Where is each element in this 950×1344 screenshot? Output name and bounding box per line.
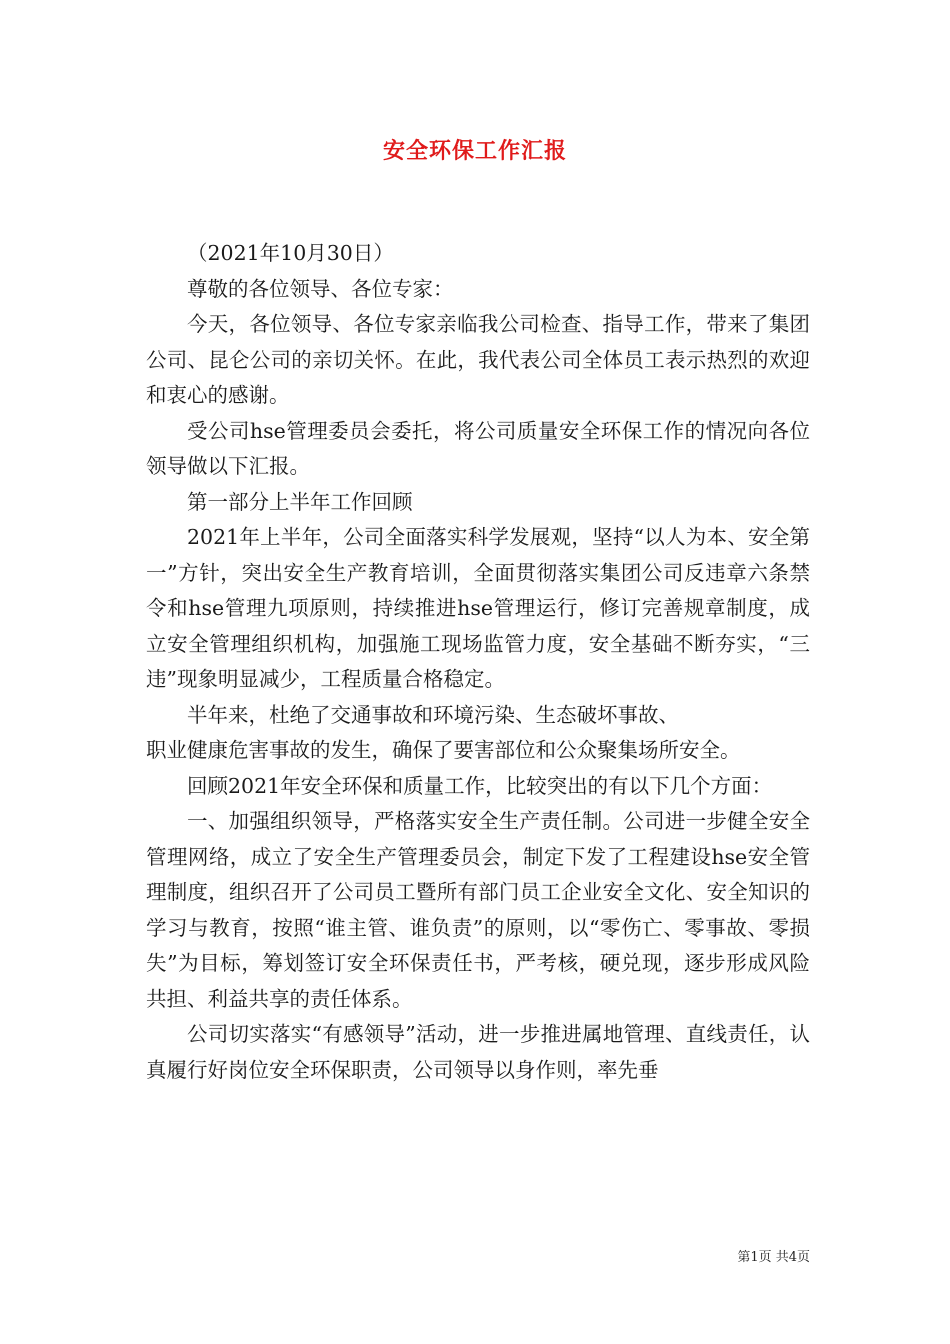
paragraph: 回顾2021年安全环保和质量工作，比较突出的有以下几个方面： — [187, 773, 773, 798]
paragraph: 半年来，杜绝了交通事故和环境污染、生态破坏事故、 — [187, 702, 679, 727]
paragraph: 今天，各位领导、各位专家亲临我公司检查、指导工作，带来了集团公司、昆仑公司的亲切关怀。在此，我代表公司全体员工表示热烈的欢迎和衷心的感谢。 — [146, 312, 810, 407]
document-body — [146, 236, 810, 1088]
section-heading: 第一部分上半年工作回顾 — [187, 489, 413, 514]
paragraph: 受公司hse管理委员会委托，将公司质量安全环保工作的情况向各位领导做以下汇报。 — [146, 418, 810, 478]
paragraph: 2021年上半年，公司全面落实科学发展观，坚持“以人为本、安全第一”方针，突出安全生产教育培训，全面贯彻落实集团公司反违章六条禁令和hse管理九项原则，持续推进hse管理运行，修订完善规章制度，成立安全管理组织机构，加强施工现场监管力度，安全基础不断夯实，“三违”现象明显减少，工程质量合格稳定。 — [146, 525, 810, 691]
date-line: （2021年10月30日） — [187, 241, 394, 265]
document-title: 安全环保工作汇报 — [382, 139, 567, 164]
paragraph: 公司切实落实“有感领导”活动，进一步推进属地管理、直线责任，认真履行好岗位安全环保职责，公司领导以身作则，率先垂 — [146, 1022, 810, 1082]
paragraph-continuation: 职业健康危害事故的发生，确保了要害部位和公众聚集场所安全。 — [146, 738, 741, 762]
salutation: 尊敬的各位领导、各位专家： — [187, 276, 454, 301]
page-number: 第1页 共4页 — [737, 1250, 810, 1265]
paragraph: 一、加强组织领导，严格落实安全生产责任制。公司进一步健全安全管理网络，成立了安全生产管理委员会，制定下发了工程建设hse安全管理制度，组织召开了公司员工暨所有部门员工企业安全文化、安全知识的学习与教育，按照“谁主管、谁负责”的原则，以“零伤亡、零事故、零损失”为目标，筹划签订安全环保责任书，严考核，硬兑现，逐步形成风险共担、利益共享的责任体系。 — [146, 809, 810, 1011]
